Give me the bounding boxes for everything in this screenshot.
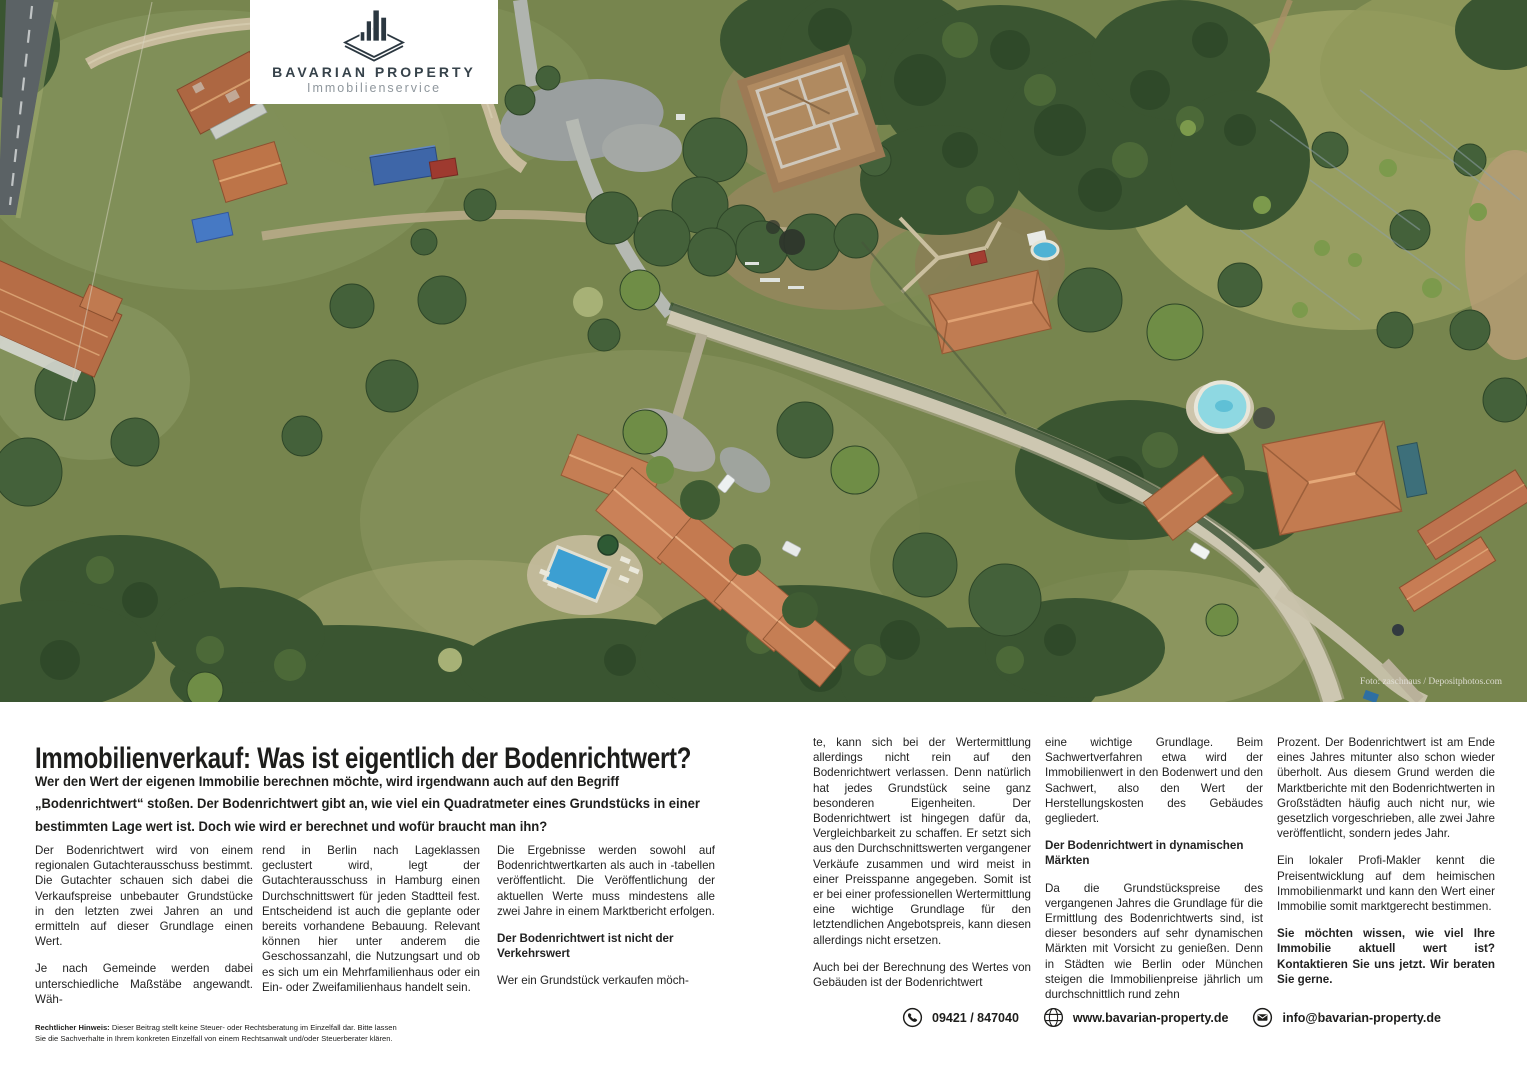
- paragraph: eine wichtige Grundlage. Beim Sachwertverfahren etwa wird der Immobilienwert in den Bodenwert und den Sachwert, also den Wert der Herstellungskosten des Gebäudes gegliedert.: [1045, 736, 1263, 826]
- contact-website: [1043, 1007, 1229, 1028]
- paragraph: Die Ergebnisse werden sowohl auf Bodenrichtwertkarten als auch in -tabellen veröffentlicht. Die Veröffentlichung der aktuellen Werte muss mindestens alle zwei Jahre in einem Marktbericht erfolgen.: [497, 844, 715, 918]
- logo-box: [250, 0, 498, 104]
- legal-disclaimer: [35, 1022, 407, 1044]
- article-column-5: [1045, 735, 1263, 1011]
- small-pool: [1032, 241, 1058, 259]
- paragraph: Da die Grundstückspreise des vergangenen Jahres die Grundlage für die Ermittlung des Bodenrichtwerts sind, ist dieser besonders auf sehr dynamischen Märkten mit Vorsicht zu genießen. Denn in Städten wie Berlin oder München steigen die Immobilienpreise jährlich um durchschnittlich rund zehn: [1045, 881, 1263, 1002]
- paragraph: Ein lokaler Profi-Makler kennt die Preisentwicklung auf dem heimischen Immobilienmarkt und kann den Wert einer Immobilie somit marktgerecht bestimmen.: [1277, 854, 1495, 914]
- subheading: Der Bodenrichtwert ist nicht der Verkehrswert: [497, 932, 674, 961]
- paragraph: te, kann sich bei der Wertermittlung allerdings nicht rein auf den Bodenrichtwert verlassen. Denn natürlich hat jedes Grundstück seine ganz besonderen Eigenheiten. Der Bodenrichtwert ist hingegen dafür da, Vergleichbarkeit zu schaffen. Er setzt sich aus den Durchschnittswerten vergangener Verkäufe zusammen und wird meist in einer Preisspanne angegeben. Somit ist er bei einer professionellen Wertermittlung eine wichtige Grundlage für den letztendlichen Angebotspreis, kann diesen allerdings nicht ersetzen.: [813, 736, 1031, 947]
- call-to-action: Sie möchten wissen, wie viel Ihre Immobilie aktuell wert ist? Kontaktieren Sie uns jetzt. Wir beraten Sie gerne.: [1277, 927, 1495, 986]
- globe-icon: [1043, 1007, 1064, 1028]
- disclaimer-label: Rechtlicher Hinweis:: [35, 1023, 110, 1032]
- paragraph: rend in Berlin nach Lageklassen geclustert wird, legt der Gutachterausschuss in Hamburg einen Durchschnittswert für jeden Stadtteil fest. Entscheidend ist auch die geplante oder bereits vorhandene Bebauung. Relevant können hier unter anderem die Geschossanzahl, die Nutzungsart und ob es sich um ein Mehrfamilienhaus oder ein Ein- oder Zweifamilienhaus handelt sein.: [262, 844, 480, 994]
- garden-umbrella: [598, 535, 618, 555]
- article-column-6: [1277, 735, 1495, 1011]
- contact-email: [1252, 1007, 1441, 1028]
- contact-bar: [902, 1007, 1441, 1028]
- paragraph: Wer ein Grundstück verkaufen möch-: [497, 974, 689, 988]
- subheading: Der Bodenrichtwert in dynamischen Märkten: [1045, 839, 1244, 868]
- logo-mark-icon: [328, 5, 420, 63]
- phone-icon: [902, 1007, 923, 1028]
- article-column-4: [813, 735, 1031, 1011]
- paragraph: Je nach Gemeinde werden dabei unterschiedliche Maßstäbe angewandt. Wäh-: [35, 962, 253, 1006]
- paragraph: Auch bei der Berechnung des Wertes von Gebäuden ist der Bodenrichtwert: [813, 960, 1031, 990]
- phone-number: 09421 / 847040: [932, 1010, 1019, 1025]
- photo-credit: Foto: zaschnaus / Depositphotos.com: [1360, 677, 1502, 687]
- brand-name: BAVARIAN PROPERTY: [272, 64, 476, 80]
- contact-phone: [902, 1007, 1019, 1028]
- disclaimer-text: Dieser Beitrag stellt keine Steuer- oder Rechtsberatung im Einzelfall dar. Bitte lassen Sie die Sachverhalte in Ihrem konkreten Einzelfall von einem Rechtsanwalt und/oder Steuerberater klären.: [35, 1023, 397, 1043]
- paragraph: Prozent. Der Bodenrichtwert ist am Ende eines Jahres mitunter also schon wieder überholt. Aus diesem Grund werden die Marktberichte mit den Bodenrichtwerten in Großstädten häufig auch nicht nur, wie gesetzlich vorgeschrieben, alle zwei Jahre veröffentlicht, sondern jedes Jahr.: [1277, 736, 1495, 841]
- website-url: www.bavarian-property.de: [1072, 1010, 1229, 1025]
- email-address: info@bavarian-property.de: [1282, 1010, 1441, 1025]
- article-headline: Immobilienverkauf: Was ist eigentlich der Bodenrichtwert?: [35, 742, 692, 776]
- paragraph: Der Bodenrichtwert wird von einem regionalen Gutachterausschuss bestimmt. Die Gutachter schauen sich dabei die Verkaufspreise unbebauter Grundstücke in den letzten zwei Jahren an und ermitteln auf dieser Grundlage einen Wert.: [35, 844, 253, 949]
- article-column-3: [497, 843, 715, 1015]
- article-column-2: [262, 843, 480, 1015]
- email-icon: [1252, 1007, 1273, 1028]
- brand-subtitle: Immobilienservice: [306, 81, 442, 95]
- article-column-1: [35, 843, 253, 1015]
- article-intro: Wer den Wert der eigenen Immobilie berechnen möchte, wird irgendwann auch auf den Begriff „Bodenrichtwert“ stoßen. Der Bodenrichtwert gibt an, wie viel ein Quadratmeter eines Grundstücks in einer bestimmten Lage wert ist. Doch wie wird er berechnet und wofür braucht man ihn?: [35, 773, 700, 834]
